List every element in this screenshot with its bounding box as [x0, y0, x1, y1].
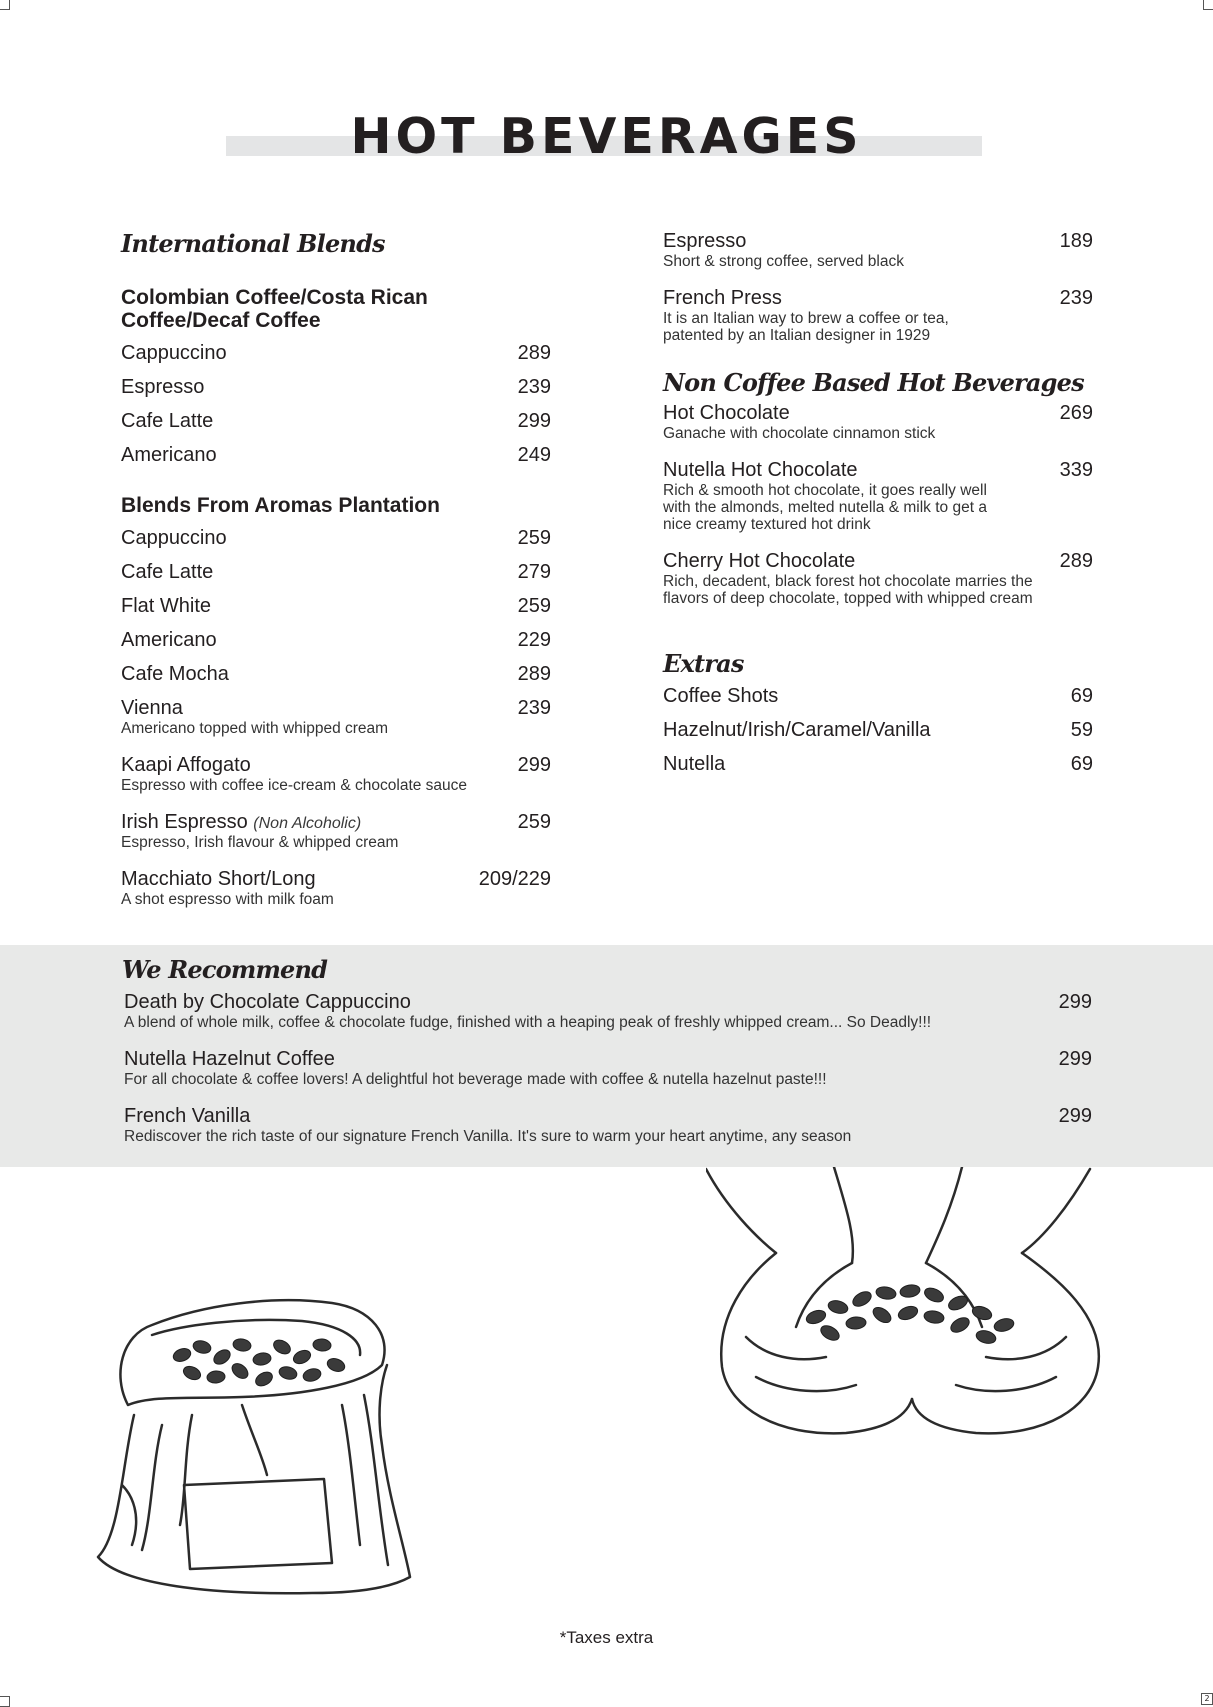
item-price: 299 — [517, 754, 551, 777]
item-price: 69 — [1070, 752, 1093, 775]
menu-item — [124, 1105, 1092, 1162]
item-price: 269 — [1059, 401, 1093, 424]
item-name: Irish Espresso — [121, 811, 248, 834]
item-name: Americano — [121, 443, 217, 466]
item-price: 259 — [517, 595, 551, 618]
section-title-extras: Extras — [663, 648, 744, 678]
item-name: Hot Chocolate — [663, 401, 790, 424]
item-name: Espresso — [121, 375, 205, 398]
item-price: 259 — [517, 811, 551, 834]
menu-item — [124, 991, 1092, 1048]
menu-item — [121, 811, 551, 868]
item-price: 229 — [517, 629, 551, 652]
item-name: Nutella Hazelnut Coffee — [124, 1047, 335, 1070]
item-name: Coffee Shots — [663, 684, 779, 707]
menu-item — [121, 410, 551, 444]
item-name: French Press — [663, 287, 782, 309]
left-column — [121, 230, 551, 925]
menu-item — [121, 444, 551, 478]
menu-item — [121, 376, 551, 410]
item-price: 339 — [1059, 458, 1093, 481]
item-name: Cafe Latte — [121, 409, 214, 432]
menu-item — [663, 685, 1093, 719]
item-price: 209/229 — [478, 868, 551, 891]
item-name: Nutella — [663, 752, 726, 775]
menu-item — [663, 719, 1093, 753]
item-description: Short & strong coffee, served black — [663, 253, 904, 270]
item-description: Americano topped with whipped cream — [121, 720, 389, 738]
item-price: 279 — [517, 561, 551, 584]
section-title-non-coffee: Non Coffee Based Hot Beverages — [663, 368, 1084, 397]
menu-item — [121, 754, 551, 811]
menu-item — [121, 561, 551, 595]
item-description: Ganache with chocolate cinnamon stick — [663, 424, 936, 442]
menu-item — [121, 663, 551, 697]
crop-mark-bottom-left — [0, 1696, 10, 1707]
menu-item — [121, 629, 551, 663]
menu-item — [663, 550, 1093, 650]
menu-item — [121, 342, 551, 376]
item-name: Cappuccino — [121, 527, 227, 550]
group-colombian-list — [121, 342, 551, 478]
group-title-aromas-plantation: Blends From Aromas Plantation — [121, 493, 440, 517]
menu-item — [121, 868, 551, 925]
item-price: 299 — [517, 409, 551, 432]
page-title: HOT BEVERAGES — [350, 108, 863, 165]
page-number: 2 — [1201, 1693, 1213, 1705]
item-description: For all chocolate & coffee lovers! A delightful hot beverage made with coffee & nutella hazelnut paste!!! — [124, 1070, 827, 1088]
item-name: Cafe Latte — [121, 561, 214, 584]
item-price: 249 — [517, 443, 551, 466]
item-name: French Vanilla — [124, 1104, 251, 1127]
item-description: A shot espresso with milk foam — [121, 891, 334, 909]
menu-item — [663, 753, 1093, 787]
item-name: Vienna — [121, 697, 183, 720]
item-price: 239 — [517, 375, 551, 398]
item-price: 259 — [517, 527, 551, 550]
crop-mark-top-right — [1203, 0, 1213, 10]
taxes-note: *Taxes extra — [559, 1628, 654, 1647]
item-name: Cappuccino — [121, 341, 227, 364]
item-price: 289 — [1059, 549, 1093, 572]
item-price: 239 — [517, 697, 551, 720]
menu-item — [663, 230, 1093, 287]
right-column — [663, 230, 1093, 787]
item-name: Macchiato Short/Long — [121, 868, 316, 891]
item-name: Cafe Mocha — [121, 663, 229, 686]
item-description: It is an Italian way to brew a coffee or tea, patented by an Italian designer in 1929 — [663, 310, 949, 344]
item-name: Cherry Hot Chocolate — [663, 549, 856, 572]
item-name: Nutella Hot Chocolate — [663, 458, 858, 481]
section-title-we-recommend: We Recommend — [122, 955, 328, 984]
menu-item — [663, 402, 1093, 459]
item-price: 59 — [1070, 718, 1093, 741]
item-price: 189 — [1059, 230, 1093, 252]
item-description: A blend of whole milk, coffee & chocolate fudge, finished with a heaping peak of freshly whipped cream... So Deadly!!! — [124, 1013, 932, 1031]
item-name: Espresso — [663, 230, 747, 252]
crop-mark-top-left — [0, 0, 10, 10]
group-title-colombian: Colombian Coffee/Costa Rican Coffee/Decaf Coffee — [121, 285, 428, 332]
item-name: Hazelnut/Irish/Caramel/Vanilla — [663, 718, 931, 741]
item-price: 69 — [1070, 684, 1093, 707]
item-name: Death by Chocolate Cappuccino — [124, 990, 411, 1013]
item-price: 239 — [1059, 287, 1093, 309]
item-name: Americano — [121, 629, 217, 652]
menu-item — [121, 595, 551, 629]
item-description: Rediscover the rich taste of our signature French Vanilla. It's sure to warm your heart anytime, any season — [124, 1127, 852, 1145]
item-price: 299 — [1058, 1047, 1092, 1070]
menu-item — [121, 527, 551, 561]
menu-item — [121, 697, 551, 754]
item-description: Espresso, Irish flavour & whipped cream — [121, 834, 399, 852]
item-name: Flat White — [121, 595, 212, 618]
item-price: 299 — [1058, 1104, 1092, 1127]
item-price: 289 — [517, 341, 551, 364]
recommend-section — [124, 956, 1092, 1162]
menu-item — [124, 1048, 1092, 1105]
coffee-bean-sack-illustration — [92, 1295, 444, 1601]
item-price: 289 — [517, 663, 551, 686]
item-description: Espresso with coffee ice-cream & chocolate sauce — [121, 777, 468, 795]
item-price: 299 — [1058, 990, 1092, 1013]
menu-item — [663, 287, 1093, 369]
menu-item — [663, 459, 1093, 550]
item-description: Rich, decadent, black forest hot chocolate marries the flavors of deep chocolate, topped with whipped cream — [663, 572, 1033, 607]
group-aromas-list — [121, 527, 551, 925]
item-description: Rich & smooth hot chocolate, it goes really well with the almonds, melted nutella & milk to get a nice creamy textured hot drink — [663, 481, 987, 533]
section-title-international-blends: International Blends — [121, 229, 385, 258]
hands-holding-coffee-beans-illustration — [706, 1167, 1116, 1455]
item-name: Kaapi Affogato — [121, 754, 251, 777]
item-note: (Non Alcoholic) — [253, 815, 362, 833]
